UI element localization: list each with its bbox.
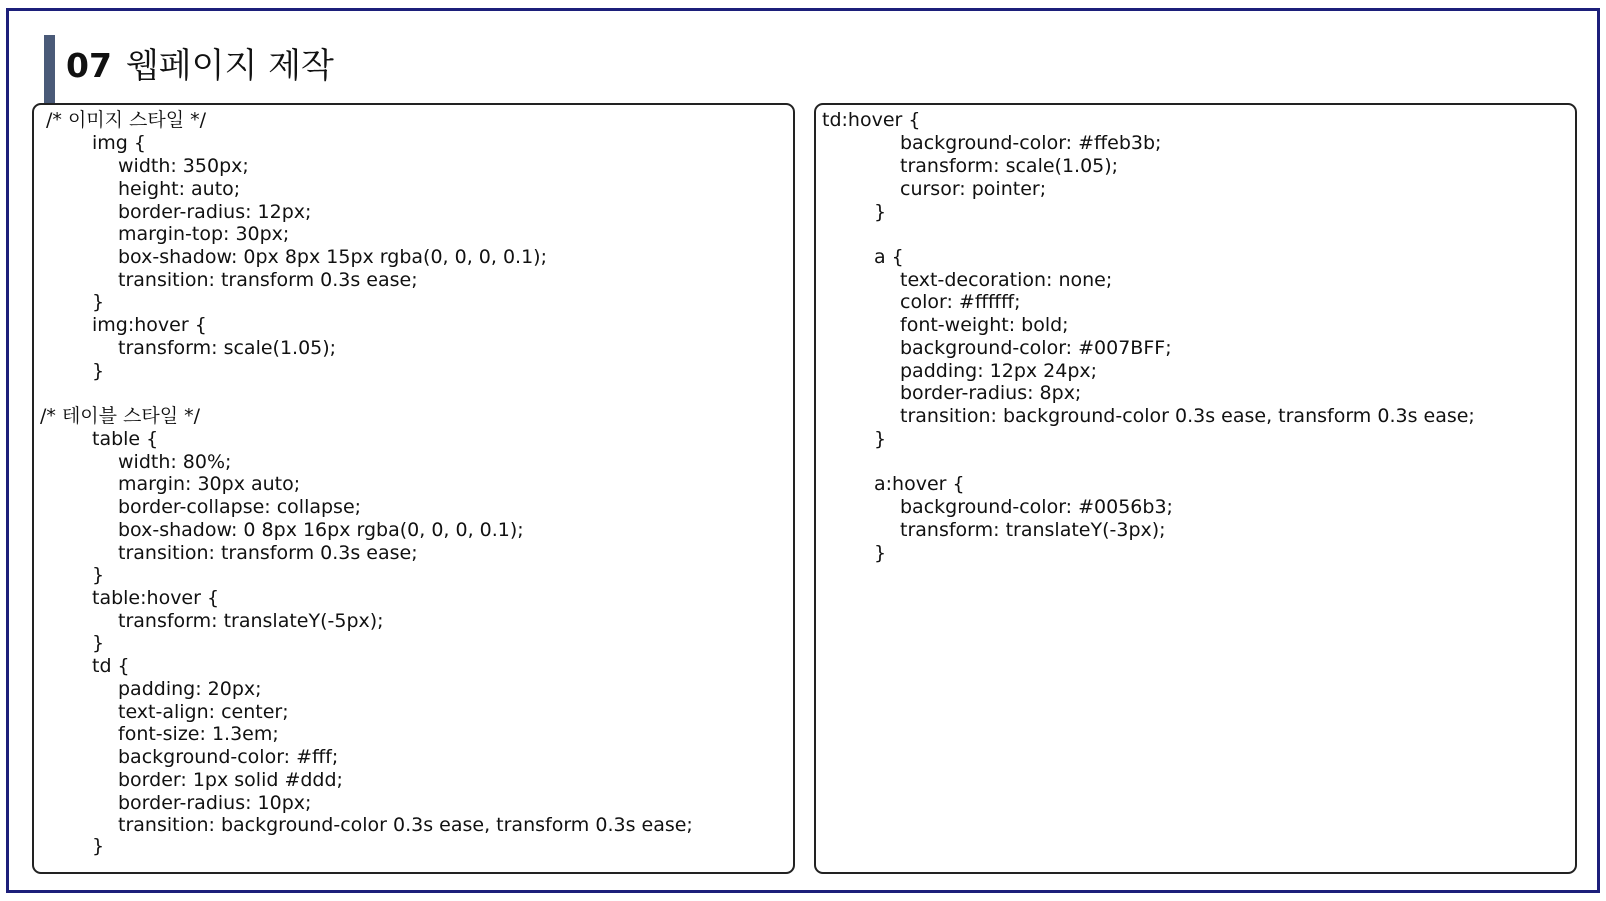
code-panel-right — [814, 103, 1577, 874]
code-line: margin: 30px auto; — [118, 473, 301, 495]
code-line: td:hover { — [822, 109, 921, 131]
code-line: transform: scale(1.05); — [900, 155, 1119, 177]
code-line: } — [92, 291, 105, 313]
code-line: } — [92, 835, 105, 857]
code-line: transform: translateY(-3px); — [900, 519, 1166, 541]
code-line: border-radius: 10px; — [118, 792, 312, 814]
code-line: background-color: #0056b3; — [900, 496, 1173, 518]
code-line: } — [874, 428, 887, 450]
code-line: height: auto; — [118, 178, 241, 200]
code-line: box-shadow: 0px 8px 15px rgba(0, 0, 0, 0.1); — [118, 246, 547, 268]
code-line: /* 테이블 스타일 */ — [40, 405, 201, 427]
code-line: background-color: #ffeb3b; — [900, 132, 1162, 154]
code-line: background-color: #fff; — [118, 746, 339, 768]
page-number: 07 — [66, 46, 112, 85]
code-line: } — [92, 564, 105, 586]
code-line: border-radius: 8px; — [900, 382, 1082, 404]
code-line: margin-top: 30px; — [118, 223, 290, 245]
code-line: border-radius: 12px; — [118, 201, 312, 223]
code-line: text-decoration: none; — [900, 269, 1113, 291]
code-line: box-shadow: 0 8px 16px rgba(0, 0, 0, 0.1); — [118, 519, 524, 541]
code-line: transition: background-color 0.3s ease, transform 0.3s ease; — [118, 814, 693, 836]
code-line: a:hover { — [874, 473, 965, 495]
code-line: a { — [874, 246, 904, 268]
code-line: border: 1px solid #ddd; — [118, 769, 343, 791]
code-line: table { — [92, 428, 159, 450]
code-line: } — [874, 542, 887, 564]
code-line: font-weight: bold; — [900, 314, 1069, 336]
code-line: padding: 12px 24px; — [900, 360, 1098, 382]
code-line: text-align: center; — [118, 701, 289, 723]
code-line: /* 이미지 스타일 */ — [46, 109, 207, 131]
code-line: transition: transform 0.3s ease; — [118, 269, 418, 291]
code-line: color: #ffffff; — [900, 291, 1021, 313]
code-line: img:hover { — [92, 314, 207, 336]
page-title-text: 웹페이지 제작 — [125, 46, 334, 86]
code-line: transform: scale(1.05); — [118, 337, 337, 359]
title-accent-bar — [44, 35, 55, 103]
code-line: transform: translateY(-5px); — [118, 610, 384, 632]
code-line: } — [92, 360, 105, 382]
page-title — [66, 44, 334, 88]
code-line: table:hover { — [92, 587, 220, 609]
code-line: cursor: pointer; — [900, 178, 1047, 200]
code-line: font-size: 1.3em; — [118, 723, 279, 745]
code-line: width: 350px; — [118, 155, 249, 177]
code-line: td { — [92, 655, 130, 677]
code-line: border-collapse: collapse; — [118, 496, 362, 518]
code-line: } — [874, 201, 887, 223]
code-line: width: 80%; — [118, 451, 232, 473]
code-line: transition: background-color 0.3s ease, transform 0.3s ease; — [900, 405, 1475, 427]
code-line: transition: transform 0.3s ease; — [118, 542, 418, 564]
code-line: background-color: #007BFF; — [900, 337, 1172, 359]
code-line: } — [92, 632, 105, 654]
code-line: padding: 20px; — [118, 678, 262, 700]
code-panel-left — [32, 103, 795, 874]
code-line: img { — [92, 132, 146, 154]
